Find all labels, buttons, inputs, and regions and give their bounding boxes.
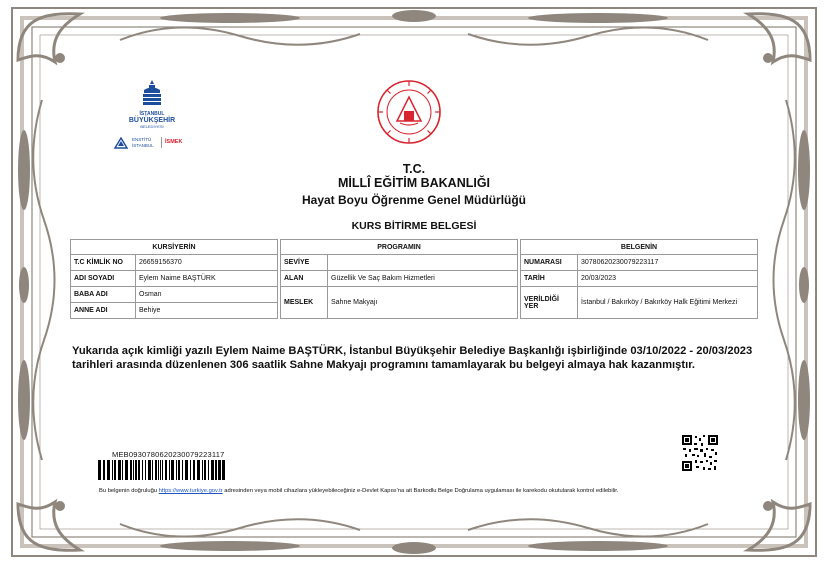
program-heading: PROGRAMIN [281, 240, 518, 255]
directorate-title: Hayat Boyu Öğrenme Genel Müdürlüğü [301, 193, 527, 207]
ibb-line2: BÜYÜKŞEHİR [128, 117, 176, 124]
country-title: T.C. [402, 162, 426, 176]
ismek-label: İSMEK [165, 139, 183, 145]
row-label: BABA ADI [71, 287, 136, 303]
document-title: KURS BİTİRME BELGESİ [351, 220, 477, 232]
certificate-statement: Yukarıda açık kimliği yazılı Eylem Naime BAŞTÜRK, İstanbul Büyükşehir Belediye Başkanlığı işbirliğinde 03/10/2022 - 20/03/2023 tarihleri arasında düzenlenen 306 saatlik Sahne Makyajı programını tamamlayarak bu belgeyi almaya hak kazanmıştır. [72, 345, 753, 371]
table-row [71, 303, 278, 319]
table-row [521, 271, 758, 287]
row-label: MESLEK [281, 287, 328, 319]
row-label: VERİLDİĞİ YER [521, 287, 578, 319]
meb-seal-icon [376, 79, 442, 145]
ibb-logo [122, 78, 182, 129]
ibb-line3: BELEDİYESİ [140, 124, 164, 129]
row-value: Osman [136, 287, 278, 303]
ibb-line1: İSTANBUL [139, 111, 165, 117]
program-table [280, 239, 518, 319]
verification-text-after: adresinden veya mobil cihazlara yükleyebileceğiniz e-Devlet Kapısı'na ait Barkodlu Belge Doğrulama uygulaması ile karekodu okutularak kontrol edilebilir. [222, 488, 619, 494]
belge-table [520, 239, 758, 319]
enstitu-emblem-icon [114, 137, 128, 149]
barcode-number: MEB0930780620230079223117 [112, 450, 225, 459]
ministry-title: MİLLÎ EĞİTİM BAKANLIĞI [337, 176, 491, 190]
row-label: ALAN [281, 271, 328, 287]
table-row [71, 287, 278, 303]
table-row [281, 287, 518, 319]
kursiyer-heading: KURSİYERİN [71, 240, 278, 255]
enstitu-ismek-logo [114, 136, 194, 152]
qr-code-icon[interactable] [681, 434, 719, 472]
turkiye-gov-link[interactable]: https://www.turkiye.gov.tr [158, 488, 223, 494]
verification-note [99, 488, 619, 494]
verification-text-before: Bu belgenin doğruluğu [99, 488, 159, 494]
row-value: Sahne Makyajı [328, 287, 518, 319]
row-value [328, 255, 518, 271]
row-label: ANNE ADI [71, 303, 136, 319]
row-value: 20/03/2023 [578, 271, 758, 287]
table-row [71, 255, 278, 271]
row-value: Behiye [136, 303, 278, 319]
table-row [521, 287, 758, 319]
table-row [281, 271, 518, 287]
table-row [521, 255, 758, 271]
row-label: SEVİYE [281, 255, 328, 271]
table-row [281, 255, 518, 271]
belge-heading: BELGENİN [521, 240, 758, 255]
row-value: Güzellik Ve Saç Bakım Hizmetleri [328, 271, 518, 287]
table-row [71, 271, 278, 287]
row-label: ADI SOYADI [71, 271, 136, 287]
logo-divider [161, 137, 162, 148]
row-label: NUMARASI [521, 255, 578, 271]
barcode-icon [98, 460, 228, 480]
row-value: 307806202300792231​17 [578, 255, 758, 271]
ibb-emblem-icon [141, 78, 163, 106]
row-value: 26659156370 [136, 255, 278, 271]
kursiyer-table [70, 239, 278, 319]
enstitu-line1: ENSTİTÜ [132, 137, 152, 142]
row-value: Eylem Naime BAŞTÜRK [136, 271, 278, 287]
row-label: T.C KİMLİK NO [71, 255, 136, 271]
row-label: TARİH [521, 271, 578, 287]
enstitu-line2: İSTANBUL [132, 143, 154, 148]
row-value: İstanbul / Bakırköy / Bakırköy Halk Eğitimi Merkezi [578, 287, 758, 319]
